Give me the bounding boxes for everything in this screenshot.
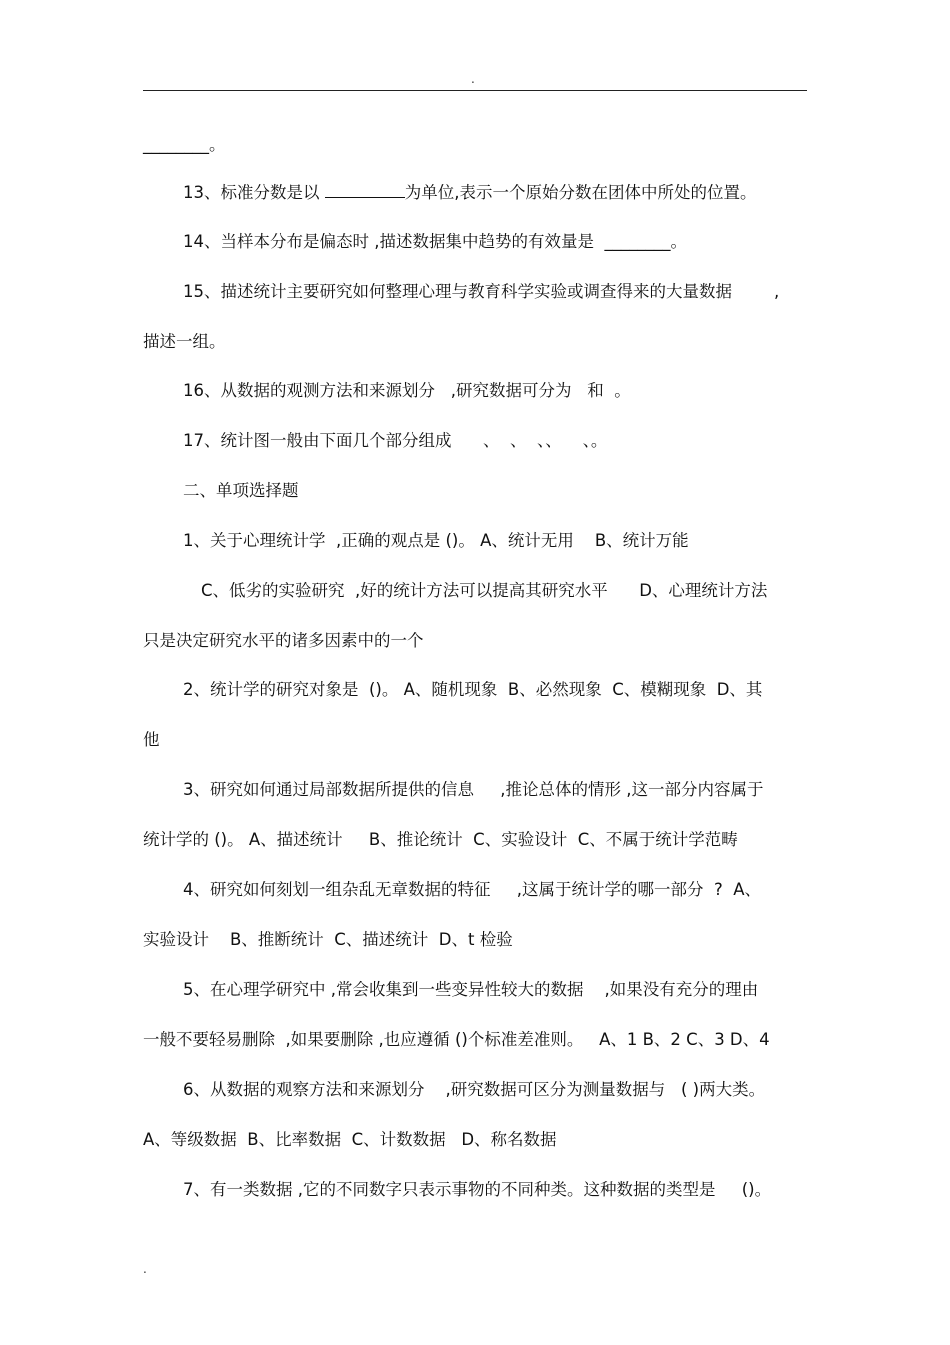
text-line: 统计学的 ()。 A、描述统计 B、推论统计 C、实验设计 C、不属于统计学范畴 xyxy=(143,830,738,849)
text-line: 3、研究如何通过局部数据所提供的信息 ,推论总体的情形 ,这一部分内容属于 xyxy=(183,780,764,799)
text-line: 6、从数据的观察方法和来源划分 ,研究数据可区分为测量数据与 ( )两大类。 xyxy=(183,1080,766,1099)
text-line: 15、描述统计主要研究如何整理心理与教育科学实验或调查得来的大量数据 , xyxy=(183,282,780,301)
text-line: 一般不要轻易删除 ,如果要删除 ,也应遵循 ()个标准差准则。 A、1 B、2 C、3 D、4 xyxy=(143,1030,770,1049)
text-line xyxy=(183,182,757,204)
text-line: 16、从数据的观测方法和来源划分 ,研究数据可分为 和 。 xyxy=(183,381,631,400)
text-line: C、低劣的实验研究 ,好的统计方法可以提高其研究水平 D、心理统计方法 xyxy=(201,581,768,600)
text-line: 2、统计学的研究对象是 ()。 A、随机现象 B、必然现象 C、模糊现象 D、其 xyxy=(183,680,763,699)
text-line: 4、研究如何刻划一组杂乱无章数据的特征 ,这属于统计学的哪一部分 ? A、 xyxy=(183,880,761,899)
section-heading: 二、单项选择题 xyxy=(183,481,299,500)
text-line: 5、在心理学研究中 ,常会收集到一些变异性较大的数据 ,如果没有充分的理由 xyxy=(183,980,759,999)
header-rule xyxy=(143,90,807,91)
text-line: 他 xyxy=(143,730,160,749)
text-line: ________。 xyxy=(143,135,226,154)
text-line: 描述一组。 xyxy=(143,332,226,351)
header-dot: . xyxy=(471,72,475,86)
text-line: 17、统计图一般由下面几个部分组成 、 、 、、 、。 xyxy=(183,431,608,450)
text-line: A、等级数据 B、比率数据 C、计数数据 D、称名数据 xyxy=(143,1130,557,1149)
text-line: 只是决定研究水平的诸多因素中的一个 xyxy=(143,631,424,650)
text-line: 14、当样本分布是偏态时 ,描述数据集中趋势的有效量是 ________。 xyxy=(183,232,687,251)
text-line: 实验设计 B、推断统计 C、描述统计 D、t 检验 xyxy=(143,930,513,949)
text-segment: 为单位,表示一个原始分数在团体中所处的位置。 xyxy=(404,183,757,202)
text-segment: 13、标准分数是以 xyxy=(183,183,325,202)
text-line: 1、关于心理统计学 ,正确的观点是 ()。 A、统计无用 B、统计万能 xyxy=(183,531,689,550)
footer-dot: . xyxy=(143,1262,147,1276)
text-line: 7、有一类数据 ,它的不同数字只表示事物的不同种类。这种数据的类型是 ()。 xyxy=(183,1180,772,1199)
blank-underline xyxy=(325,183,405,198)
